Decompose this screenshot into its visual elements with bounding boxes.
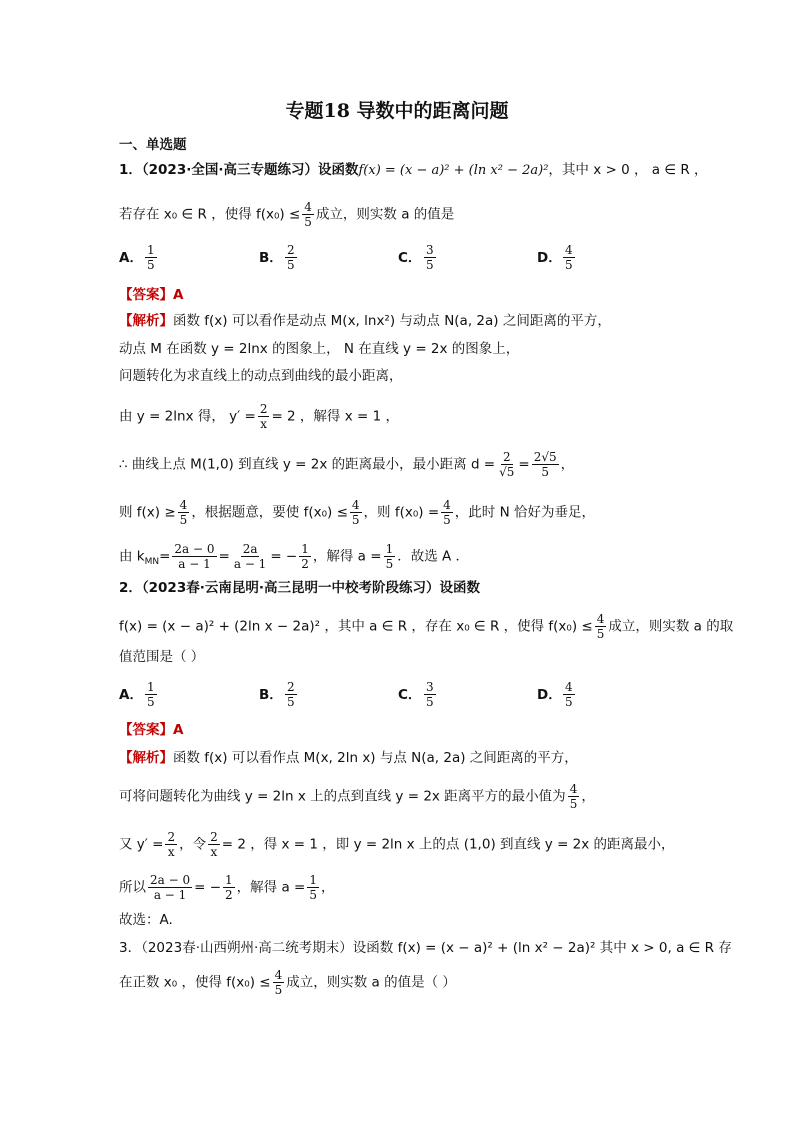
q1-option-b: B． $\frac{2}{5}$ (259, 243, 295, 272)
q2-option-a: A． $\frac{1}{5}$ (119, 680, 155, 709)
q1-analysis-line2: 动点 M 在函数 y = 2lnx 的图象上， N 在直线 y = 2x 的图象上， (119, 341, 520, 357)
q1-lead: 1．（2023·全国·高三专题练习）设函数 (119, 162, 359, 178)
q1-option-d: D． $\frac{4}{5}$ (537, 243, 573, 272)
q2-stem-line3: 值范围是（ ） (119, 649, 205, 665)
q1-option-a: A． $\frac{1}{5}$ (119, 243, 155, 272)
q1-analysis-line3: 问题转化为求直线上的动点到曲线的最小距离， (119, 368, 403, 384)
q2-analysis-line4: 所以 $\frac{2a - 0}{a - 1}$ = − $\frac{1}{2}$ ，解得 a = $\frac{1}{5}$ ， (119, 873, 335, 902)
q1-stem-line1 (119, 160, 708, 181)
q1-analysis-line6: 则 f(x) ≥ $\frac{4}{5}$ ，根据题意，要使 f(x₀) ≤ $\frac{4}{5}$ ，则 f(x₀) = $\frac{4}{5}$ ，此时 N 恰好为垂足， (119, 498, 595, 527)
q2-option-c: C． $\frac{3}{5}$ (398, 680, 434, 709)
q1-analysis-line7: 由 $k_{MN}=$ $\frac{2a - 0}{a - 1}$ = $\frac{2a}{a - 1}$ = − $\frac{1}{2}$ ，解得 a = $\frac{1}{5}$ ．故选 A ． (119, 542, 470, 571)
q1-condition: ，其中 x > 0 ， a ∈ R ， (548, 162, 708, 178)
q2-answer: 【答案】A (119, 722, 184, 738)
fraction: $\frac{4}{5}$ (304, 200, 312, 229)
q1-analysis-line4: 由 y = 2lnx 得， y′ = $\frac{2}{x}$ = 2 ，解得 x = 1 ， (119, 402, 399, 431)
q1-analysis-line1: 【解析】函数 f(x) 可以看作是动点 M(x, lnx²) 与动点 N(a, 2a) 之间距离的平方， (119, 313, 611, 329)
q1-option-c: C． $\frac{3}{5}$ (398, 243, 434, 272)
q1-answer: 【答案】A (119, 287, 184, 303)
page-title: 专题18 导数中的距离问题 (285, 100, 509, 122)
q2-option-d: D． $\frac{4}{5}$ (537, 680, 573, 709)
q1-stem-line2: 若存在 x₀ ∈ R ，使得 f(x₀) ≤ $\frac{4}{5}$ 成立，则实数 a 的值是 (119, 200, 455, 229)
q2-analysis-line3: 又 y′ = $\frac{2}{x}$ ，令 $\frac{2}{x}$ = 2 ，得 x = 1 ，即 y = 2ln x 上的点 (1,0) 到直线 y = 2x 的距离最小， (119, 830, 675, 859)
q2-stem-line2: f(x) = (x − a)² + (2ln x − 2a)² ，其中 a ∈ R ，存在 x₀ ∈ R ，使得 f(x₀) ≤ $\frac{4}{5}$ 成立，则实数 a 的取 (119, 612, 734, 641)
q2-option-b: B． $\frac{2}{5}$ (259, 680, 295, 709)
q1-analysis-line5: ∴ 曲线上点 M(1,0) 到直线 y = 2x 的距离最小，最小距离 d = $\frac{2}{√5}$ = $\frac{2√5}{5}$ ， (119, 450, 575, 479)
q2-analysis-line2: 可将问题转化为曲线 y = 2ln x 上的点到直线 y = 2x 距离平方的最小值为 $\frac{4}{5}$ ， (119, 782, 595, 811)
q2-stem-line1: 2．（2023春·云南昆明·高三昆明一中校考阶段练习）设函数 (119, 580, 480, 596)
q2-conclusion: 故选：A. (119, 912, 173, 928)
q1-function: f(x) = (x − a)² + (ln x² − 2a)² (358, 163, 549, 178)
q2-analysis-line1: 【解析】函数 f(x) 可以看作点 M(x, 2ln x) 与点 N(a, 2a) 之间距离的平方， (119, 750, 578, 766)
section-heading: 一、单选题 (119, 137, 187, 153)
q3-stem-line2: 在正数 x₀ ，使得 f(x₀) ≤ $\frac{4}{5}$ 成立，则实数 a 的值是（ ） (119, 968, 456, 997)
q3-stem-line1: 3．（2023春·山西朔州·高二统考期末）设函数 f(x) = (x − a)² + (ln x² − 2a)² 其中 x > 0, a ∈ R 存 (119, 940, 732, 956)
